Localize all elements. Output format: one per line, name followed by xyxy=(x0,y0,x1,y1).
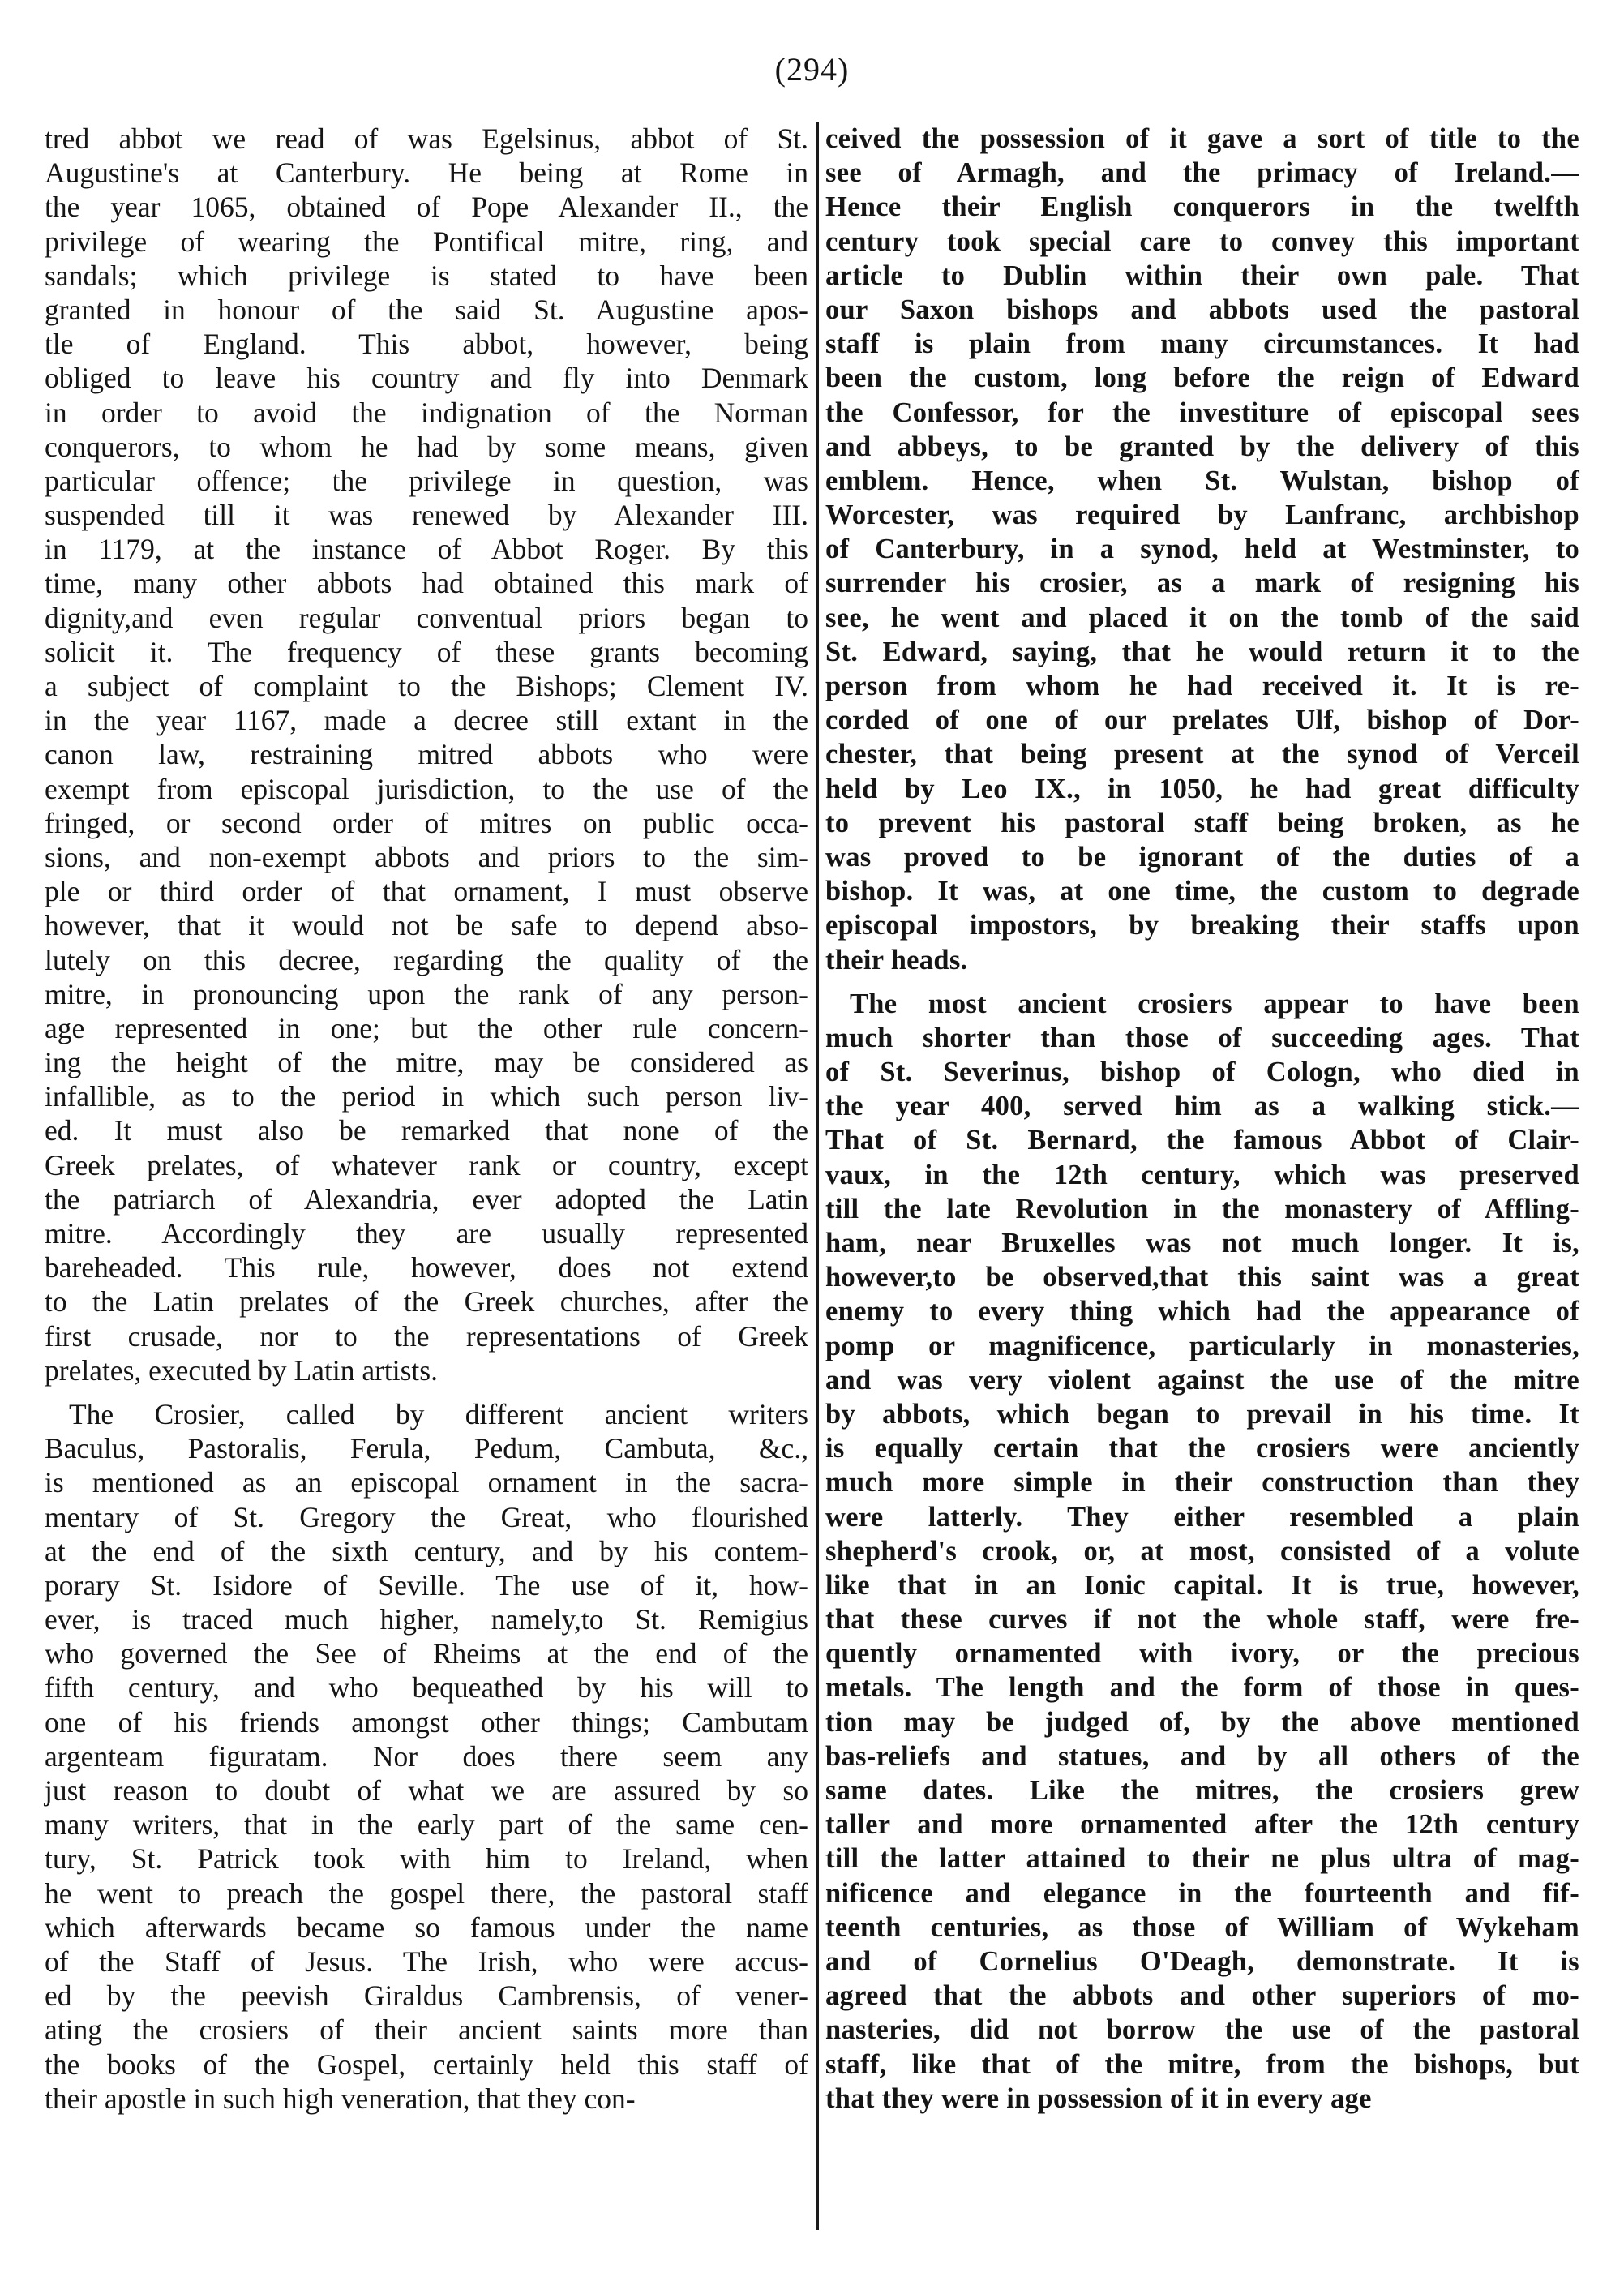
text-line: privilege of wearing the Pontifical mitre, ring, and xyxy=(45,225,808,258)
left-column-paragraph xyxy=(45,122,808,1387)
text-line: mitre, in pronouncing upon the rank of any person- xyxy=(45,977,808,1010)
text-line: That of St. Bernard, the famous Abbot of Clair- xyxy=(825,1125,1579,1156)
text-line: nificence and elegance in the fourteenth and fif- xyxy=(825,1877,1579,1909)
text-line: fifth century, and who bequeathed by his will to xyxy=(45,1671,808,1705)
text-line: tred abbot we read of was Egelsinus, abbot of St. xyxy=(45,122,808,155)
text-line: in order to avoid the indignation of the Norman xyxy=(45,396,808,429)
text-line: ating the crosiers of their ancient saints more than xyxy=(45,2013,808,2047)
text-line: Greek prelates, of whatever rank or country, except xyxy=(45,1148,808,1181)
text-line: nasteries, did not borrow the use of the pastoral xyxy=(825,2014,1579,2046)
text-line: agreed that the abbots and other superiors of mo- xyxy=(825,1980,1579,2012)
text-line: person from whom he had received it. It is re- xyxy=(825,671,1579,701)
text-line: particular offence; the privilege in question, was xyxy=(45,464,808,497)
text-line: which afterwards became so famous under the name xyxy=(45,1910,808,1944)
text-line: in the year 1167, made a decree still extant in the xyxy=(45,704,808,737)
text-line: been the custom, long before the reign of Edward xyxy=(825,362,1579,394)
page-number: (294) xyxy=(774,51,850,88)
text-line: conquerors, to whom he had by some means, given xyxy=(45,430,808,463)
text-line: canon law, restraining mitred abbots who were xyxy=(45,738,808,771)
text-line: ed by the peevish Giraldus Cambrensis, of vener- xyxy=(45,1979,808,2013)
text-line: The Crosier, called by different ancient writers xyxy=(69,1397,808,1430)
text-line: surrender his crosier, as a mark of resigning his xyxy=(825,568,1579,599)
text-line: teenth centuries, as those of William of Wykeham xyxy=(825,1911,1579,1943)
text-line: Augustine's at Canterbury. He being at Rome in xyxy=(45,157,808,190)
text-line: staff, like that of the mitre, from the bishops, but xyxy=(825,2048,1579,2080)
text-line: ing the height of the mitre, may be considered as xyxy=(45,1046,808,1079)
text-line: sions, and non-exempt abbots and priors to the sim- xyxy=(45,840,808,873)
text-line: and was very violent against the use of the mitre xyxy=(825,1364,1579,1396)
text-line: ham, near Bruxelles was not much longer. It is, xyxy=(825,1228,1579,1259)
text-line: St. Edward, saying, that he would return it to the xyxy=(825,636,1579,667)
text-line: one of his friends amongst other things; Cambutam xyxy=(45,1705,808,1739)
text-line: at the end of the sixth century, and by his contem- xyxy=(45,1534,808,1567)
text-line: first crusade, nor to the representations of Greek xyxy=(45,1319,808,1353)
text-line: dignity,and even regular conventual priors began to xyxy=(45,601,808,634)
text-line: who governed the See of Rheims at the end of the xyxy=(45,1637,808,1670)
text-line: age represented in one; but the other rule concern- xyxy=(45,1011,808,1044)
text-line: and of Cornelius O'Deagh, demonstrate. It is xyxy=(825,1945,1579,1977)
text-line: however,to be observed,that this saint was a great xyxy=(825,1262,1579,1293)
text-line: many writers, that in the early part of the same cen- xyxy=(45,1808,808,1842)
text-line: The most ancient crosiers appear to have been xyxy=(850,988,1579,1019)
text-line: to the Latin prelates of the Greek churches, after the xyxy=(45,1285,808,1319)
text-line: bareheaded. This rule, however, does not extend xyxy=(45,1251,808,1284)
text-line: Baculus, Pastoralis, Ferula, Pedum, Cambuta, &c., xyxy=(45,1432,808,1465)
text-line: granted in honour of the said St. Augustine apos- xyxy=(45,293,808,326)
text-line: of the Staff of Jesus. The Irish, who were accus- xyxy=(45,1945,808,1978)
text-line: and abbeys, to be granted by the delivery of this xyxy=(825,431,1579,462)
text-line: taller and more ornamented after the 12th century xyxy=(825,1809,1579,1841)
right-column-paragraph xyxy=(825,987,1579,2116)
text-line: century took special care to convey this important xyxy=(825,225,1579,257)
paragraph-gap xyxy=(825,977,1579,987)
text-line: lutely on this decree, regarding the quality of the xyxy=(45,943,808,976)
text-line: staff is plain from many circumstances. It had xyxy=(825,328,1579,360)
text-line: just reason to doubt of what we are assured by so xyxy=(45,1774,808,1807)
text-line: held by Leo IX., in 1050, he had great difficulty xyxy=(825,773,1579,804)
text-line: ever, is traced much higher, namely,to St. Remigius xyxy=(45,1603,808,1636)
text-line: our Saxon bishops and abbots used the pastoral xyxy=(825,294,1579,325)
column-divider xyxy=(816,122,819,2230)
text-line: tury, St. Patrick took with him to Ireland, when xyxy=(45,1842,808,1876)
text-line: episcopal impostors, by breaking their staffs upon xyxy=(825,910,1579,941)
text-line: their heads. xyxy=(825,944,968,976)
text-line: bas-reliefs and statues, and by all others of the xyxy=(825,1740,1579,1772)
text-line: of St. Severinus, bishop of Cologn, who died in xyxy=(825,1057,1579,1088)
text-line: sandals; which privilege is stated to have been xyxy=(45,259,808,292)
text-line: shepherd's crook, or, at most, consisted of a volute xyxy=(825,1535,1579,1567)
text-line: of Canterbury, in a synod, held at Westminster, to xyxy=(825,534,1579,565)
text-line: is mentioned as an episcopal ornament in the sacra- xyxy=(45,1466,808,1499)
text-line: a subject of complaint to the Bishops; Clement IV. xyxy=(45,670,808,702)
paragraph-gap xyxy=(45,1387,808,1397)
text-line: bishop. It was, at one time, the custom to degrade xyxy=(825,876,1579,907)
text-line: is equally certain that the crosiers were anciently xyxy=(825,1433,1579,1464)
text-line: the books of the Gospel, certainly held this staff of xyxy=(45,2048,808,2081)
text-line: see of Armagh, and the primacy of Ireland.— xyxy=(825,157,1579,189)
text-line: suspended till it was renewed by Alexander III. xyxy=(45,499,808,532)
text-line: infallible, as to the period in which such person liv- xyxy=(45,1080,808,1113)
text-line: in 1179, at the instance of Abbot Roger. By this xyxy=(45,533,808,566)
text-line: enemy to every thing which had the appearance of xyxy=(825,1296,1579,1327)
text-line: same dates. Like the mitres, the crosiers grew xyxy=(825,1775,1579,1806)
text-line: like that in an Ionic capital. It is true, however, xyxy=(825,1569,1579,1601)
text-line: to prevent his pastoral staff being broken, as he xyxy=(825,807,1579,838)
text-line: mentary of St. Gregory the Great, who flourished xyxy=(45,1500,808,1533)
text-line: their apostle in such high veneration, that they con- xyxy=(45,2082,636,2115)
text-line: porary St. Isidore of Seville. The use of it, how- xyxy=(45,1568,808,1602)
text-line: that these curves if not the whole staff, were fre- xyxy=(825,1604,1579,1636)
text-line: Hence their English conquerors in the twelfth xyxy=(825,191,1579,223)
text-line: ed. It must also be remarked that none of the xyxy=(45,1114,808,1147)
text-line: vaux, in the 12th century, which was preserved xyxy=(825,1159,1579,1190)
text-line: chester, that being present at the synod of Verceil xyxy=(825,739,1579,770)
left-column xyxy=(45,122,808,2116)
text-line: time, many other abbots had obtained this mark of xyxy=(45,567,808,600)
text-line: tle of England. This abbot, however, being xyxy=(45,328,808,361)
text-line: mitre. Accordingly they are usually represented xyxy=(45,1217,808,1250)
text-line: emblem. Hence, when St. Wulstan, bishop of xyxy=(825,465,1579,496)
text-line: was proved to be ignorant of the duties of a xyxy=(825,841,1579,873)
text-line: solicit it. The frequency of these grants becoming xyxy=(45,635,808,668)
text-line: prelates, executed by Latin artists. xyxy=(45,1353,438,1387)
text-line: quently ornamented with ivory, or the precious xyxy=(825,1638,1579,1670)
text-line: till the latter attained to their ne plus ultra of mag- xyxy=(825,1843,1579,1875)
text-line: article to Dublin within their own pale. That xyxy=(825,259,1579,291)
right-column-paragraph xyxy=(825,122,1579,977)
text-line: were latterly. They either resembled a plain xyxy=(825,1501,1579,1533)
text-line: the year 1065, obtained of Pope Alexander II., the xyxy=(45,191,808,224)
text-line: fringed, or second order of mitres on public occa- xyxy=(45,806,808,839)
text-line: much shorter than those of succeeding ages. That xyxy=(825,1022,1579,1053)
text-line: ple or third order of that ornament, I must observe xyxy=(45,875,808,908)
left-column-paragraph xyxy=(45,1397,808,2116)
text-line: obliged to leave his country and fly into Denmark xyxy=(45,362,808,395)
text-line: pomp or magnificence, particularly in monasteries, xyxy=(825,1330,1579,1361)
text-line: he went to preach the gospel there, the pastoral staff xyxy=(45,1876,808,1910)
text-line: the Confessor, for the investiture of episcopal sees xyxy=(825,397,1579,428)
text-line: ceived the possession of it gave a sort of title to the xyxy=(825,123,1579,154)
text-line: argenteam figuratam. Nor does there seem any xyxy=(45,1739,808,1773)
text-line: that they were in possession of it in every age xyxy=(825,2082,1372,2114)
text-line: however, that it would not be safe to depend abso- xyxy=(45,909,808,942)
text-line: by abbots, which began to prevail in his time. It xyxy=(825,1398,1579,1430)
text-line: the year 400, served him as a walking stick.— xyxy=(825,1091,1579,1122)
right-column xyxy=(825,122,1579,2116)
text-line: see, he went and placed it on the tomb of the said xyxy=(825,602,1579,633)
text-line: till the late Revolution in the monastery of Affling- xyxy=(825,1193,1579,1224)
text-line: metals. The length and the form of those in ques- xyxy=(825,1672,1579,1704)
text-line: the patriarch of Alexandria, ever adopted the Latin xyxy=(45,1182,808,1216)
text-line: exempt from episcopal jurisdiction, to the use of the xyxy=(45,772,808,805)
text-line: Worcester, was required by Lanfranc, archbishop xyxy=(825,500,1579,531)
text-line: tion may be judged of, by the above mentioned xyxy=(825,1706,1579,1738)
text-line: corded of one of our prelates Ulf, bishop of Dor- xyxy=(825,705,1579,736)
text-line: much more simple in their construction than they xyxy=(825,1467,1579,1499)
